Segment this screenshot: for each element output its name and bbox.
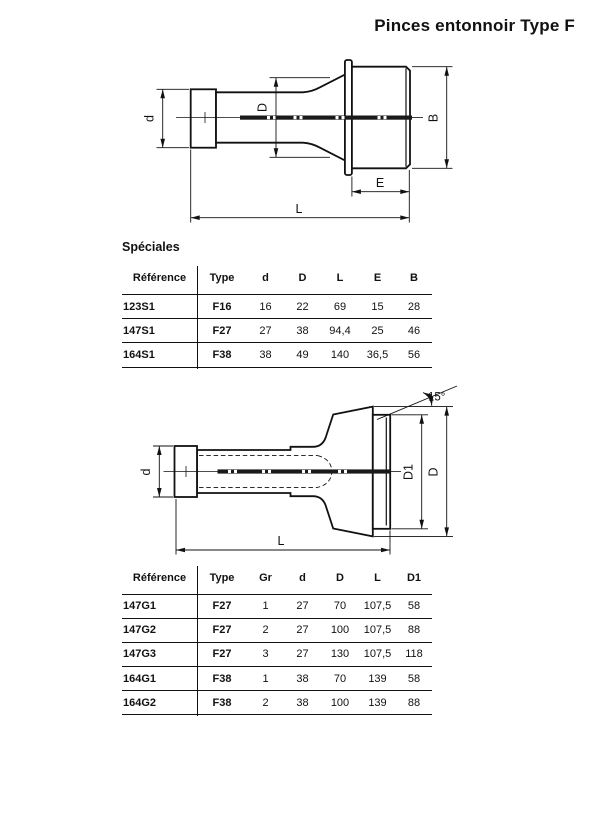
column-header: Gr bbox=[259, 571, 272, 584]
table-cell: 118 bbox=[405, 648, 423, 661]
table-cell: 36,5 bbox=[366, 348, 389, 361]
table-cell: 28 bbox=[407, 300, 421, 313]
table-row bbox=[122, 643, 432, 667]
table-cell: 25 bbox=[371, 324, 384, 337]
table-cell: 100 bbox=[330, 696, 350, 709]
table-cell: 2 bbox=[262, 624, 269, 637]
table-cell: 27 bbox=[296, 600, 309, 613]
table-cell: 123S1 bbox=[123, 300, 155, 313]
dim-label-d: d bbox=[142, 115, 157, 122]
table-cell: 16 bbox=[259, 300, 272, 313]
table-row bbox=[122, 691, 432, 715]
table-cell: 139 bbox=[368, 696, 387, 709]
table-cell: 70 bbox=[333, 600, 347, 613]
table-cell: 130 bbox=[330, 648, 350, 661]
table-cell: 94,4 bbox=[329, 324, 351, 337]
speciales-table bbox=[122, 262, 432, 368]
table-cell: 1 bbox=[262, 600, 269, 613]
table-row bbox=[122, 595, 432, 619]
table-cell: 164G1 bbox=[123, 672, 157, 685]
table-cell: 107,5 bbox=[363, 648, 392, 661]
table-cell: F38 bbox=[212, 672, 232, 685]
table-cell: 38 bbox=[296, 324, 309, 337]
table-cell: 15 bbox=[371, 300, 384, 313]
angle-label: 15° bbox=[428, 391, 446, 404]
table-cell: 107,5 bbox=[363, 600, 392, 613]
column-header: D bbox=[298, 272, 307, 284]
table-column-divider bbox=[197, 266, 199, 369]
table-header-row bbox=[122, 262, 432, 295]
column-header: E bbox=[373, 272, 382, 284]
dim-label-L: L bbox=[295, 202, 303, 216]
column-header: Référence bbox=[132, 272, 187, 284]
table-column-divider bbox=[197, 566, 199, 716]
dim-label-B: B bbox=[426, 113, 441, 123]
table-cell: 100 bbox=[330, 624, 350, 637]
table-cell: 147G2 bbox=[123, 624, 157, 637]
table-cell: 164S1 bbox=[123, 348, 155, 361]
table-cell: 38 bbox=[259, 348, 272, 361]
table-cell: 27 bbox=[296, 624, 309, 637]
gradues-table bbox=[122, 562, 432, 716]
table-cell: 3 bbox=[262, 648, 269, 661]
table-cell: 58 bbox=[407, 600, 421, 613]
table-cell: F38 bbox=[212, 348, 232, 361]
collet-funnel-view-drawing bbox=[130, 380, 470, 565]
section-heading-speciales: Spéciales bbox=[122, 240, 180, 254]
dim-label-D: D bbox=[426, 467, 441, 477]
column-header: Type bbox=[209, 272, 235, 284]
column-header: Référence bbox=[132, 571, 187, 584]
collet-side-view-drawing bbox=[130, 50, 470, 235]
table-cell: 139 bbox=[368, 672, 387, 685]
table-row bbox=[122, 619, 432, 643]
dim-label-D: D bbox=[255, 102, 270, 113]
table-cell: 27 bbox=[259, 324, 272, 337]
column-header: d bbox=[299, 571, 306, 584]
table-row bbox=[122, 319, 432, 343]
table-cell: 46 bbox=[407, 324, 421, 337]
dim-label-d: d bbox=[139, 468, 153, 476]
table-cell: 147G1 bbox=[123, 600, 157, 613]
column-header: B bbox=[410, 272, 418, 284]
table-row bbox=[122, 343, 432, 367]
dim-label-L: L bbox=[277, 534, 285, 548]
table-row bbox=[122, 667, 432, 691]
table-cell: 22 bbox=[296, 300, 309, 313]
dim-label-E: E bbox=[375, 176, 385, 190]
table-cell: 70 bbox=[333, 672, 347, 685]
table-cell: 1 bbox=[262, 672, 269, 685]
column-header: Type bbox=[209, 571, 235, 584]
table-cell: 56 bbox=[407, 348, 421, 361]
table-cell: 38 bbox=[296, 696, 309, 709]
nose-outline bbox=[191, 89, 216, 147]
column-header: d bbox=[262, 272, 269, 284]
table-cell: 49 bbox=[296, 348, 309, 361]
column-header: L bbox=[374, 571, 381, 584]
table-cell: F38 bbox=[212, 696, 232, 709]
table-cell: 88 bbox=[407, 696, 421, 709]
table-cell: 147S1 bbox=[123, 324, 155, 337]
table-cell: 27 bbox=[296, 648, 309, 661]
column-header: L bbox=[336, 272, 344, 284]
table-cell: 58 bbox=[407, 672, 421, 685]
column-header: D bbox=[336, 571, 344, 584]
table-cell: 107,5 bbox=[363, 624, 392, 637]
column-header: D1 bbox=[406, 571, 422, 584]
table-cell: F27 bbox=[212, 648, 232, 661]
table-cell: F27 bbox=[212, 324, 232, 337]
table-cell: 69 bbox=[333, 300, 347, 313]
dimension-d bbox=[143, 89, 190, 147]
table-cell: 88 bbox=[407, 624, 421, 637]
table-cell: F27 bbox=[212, 600, 232, 613]
dim-label-D1: D1 bbox=[401, 464, 416, 480]
table-row bbox=[122, 295, 432, 319]
table-header-row bbox=[122, 562, 432, 595]
table-cell: F27 bbox=[212, 624, 232, 637]
table-cell: F16 bbox=[212, 300, 232, 313]
dimension-E bbox=[352, 170, 409, 223]
table-cell: 38 bbox=[296, 672, 309, 685]
table-cell: 2 bbox=[262, 696, 269, 709]
table-cell: 140 bbox=[330, 348, 350, 361]
table-cell: 147G3 bbox=[123, 648, 157, 661]
page-title: Pinces entonnoir Type F bbox=[374, 16, 575, 35]
table-cell: 164G2 bbox=[123, 696, 157, 709]
